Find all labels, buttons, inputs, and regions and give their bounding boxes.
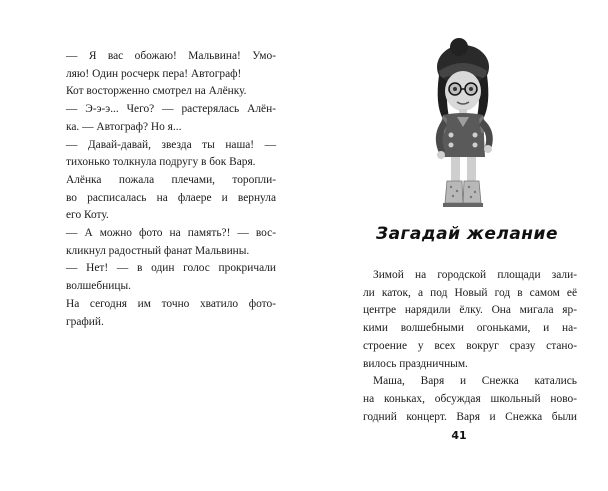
text-line: Алёнка пожала плечами, торопли-	[66, 173, 276, 186]
text-line: вилось праздничным.	[363, 357, 468, 370]
right-page	[304, 0, 608, 491]
text-line: ляю! Один росчерк пера! Автограф!	[66, 67, 242, 80]
text-line: на коньках, обсуждая школьный ново-	[363, 392, 577, 405]
text-line: тихонько толкнула подругу в бок Варя.	[66, 156, 256, 169]
text-line: На сегодня им точно хватило фото-	[66, 297, 276, 310]
text-line: — А можно фото на память?! — вос-	[66, 227, 276, 240]
text-line: ли каток, а под Новый год в самом её	[363, 286, 577, 299]
right-page-text	[363, 267, 577, 426]
text-line: годний концерт. Варя и Снежка были	[363, 410, 577, 423]
girl-character-icon	[399, 35, 529, 215]
left-page-text	[66, 48, 276, 331]
text-line: Маша, Варя и Снежка катались	[373, 375, 577, 388]
text-line: — Я вас обожаю! Мальвина! Умо-	[66, 50, 276, 62]
text-line: ка. — Автограф? Но я...	[66, 120, 182, 133]
text-line: его Коту.	[66, 209, 109, 222]
chapter-title: Загадай желание	[376, 224, 558, 244]
text-line: центре нарядили ёлку. Она мигала яр-	[363, 304, 577, 317]
text-line: волшебницы.	[66, 280, 131, 293]
text-line: строение у всех вокруг сразу стано-	[363, 339, 577, 352]
text-line: Зимой на городской площади зали-	[373, 269, 577, 281]
text-line: — Нет! — в один голос прокричали	[66, 262, 276, 275]
text-line: кликнул радостный фанат Мальвины.	[66, 244, 250, 257]
text-line: кими волшебными огоньками, и на-	[363, 322, 577, 335]
text-line: Кот восторженно смотрел на Алёнку.	[66, 85, 247, 98]
text-line: графий.	[66, 315, 104, 328]
character-illustration	[399, 35, 529, 215]
text-line: во расписалась на флаере и вернула	[66, 191, 276, 204]
page-number: 41	[451, 429, 467, 442]
text-line: — Э-э-э... Чего? — растерялась Алён-	[66, 103, 276, 116]
text-line: — Давай-давай, звезда ты наша! —	[66, 138, 276, 151]
